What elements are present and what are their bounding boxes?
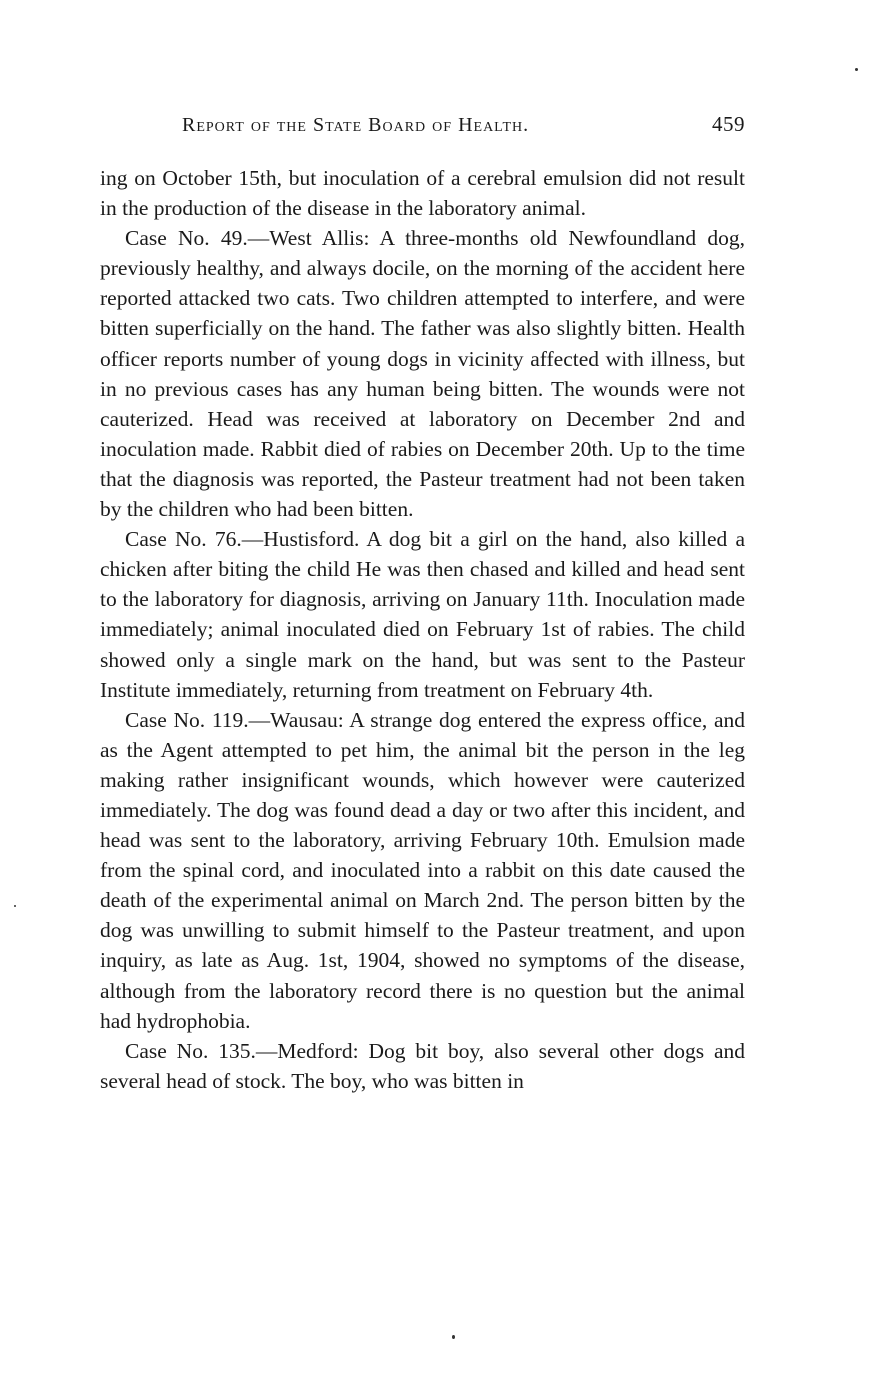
paragraph-case-119: Case No. 119.—Wausau: A strange dog entered the express office, and as the Agent attempted to pet him, the animal bit the person in the leg making rather insignificant wounds, which however were cauterized immediately. The dog was found dead a day or two after this incident, and head was sent to the laboratory, arriving February 10th. Emulsion made from the spinal cord, and inoculated into a rabbit on this date caused the death of the experimental animal on March 2nd. The person bitten by the dog was unwilling to submit himself to the Pasteur treatment, and upon inquiry, as late as Aug. 1st, 1904, showed no symptoms of the disease, although from the laboratory record there is no question but the animal had hydrophobia. xyxy=(100,707,745,1033)
running-head xyxy=(100,112,745,142)
running-head-title: Report of the State Board of Health. xyxy=(182,114,530,136)
page-number: 459 xyxy=(712,112,745,136)
paragraph-case-76: Case No. 76.—Hustisford. A dog bit a girl on the hand, also killed a chicken after biting the child He was then chased and killed and head sent to the laboratory for diagnosis, arriving on January 11th. Inoculation made immediately; animal inoculated died on February 1st of rabies. The child showed only a single mark on the hand, but was sent to the Pasteur Institute immediately, returning from treatment on February 4th. xyxy=(100,527,745,702)
paragraph-continuation: ing on October 15th, but inoculation of a cerebral emulsion did not result in the production of the disease in the laboratory animal. xyxy=(100,166,745,221)
scan-speck xyxy=(452,1335,455,1339)
body-text xyxy=(100,163,745,1096)
scan-speck xyxy=(14,905,16,907)
paragraph-case-135: Case No. 135.—Medford: Dog bit boy, also several other dogs and several head of stock. The boy, who was bitten in xyxy=(100,1038,745,1093)
paragraph-case-49: Case No. 49.—West Allis: A three-months old Newfoundland dog, previously healthy, and always docile, on the morning of the accident here reported attacked two cats. Two children attempted to interfere, and were bitten superficially on the hand. The father was also slightly bitten. Health officer reports number of young dogs in vicinity affected with illness, but in no previous cases has any human being bitten. The wounds were not cauterized. Head was received at laboratory on December 2nd and inoculation made. Rabbit died of rabies on December 20th. Up to the time that the diagnosis was reported, the Pasteur treatment had not been taken by the children who had been bitten. xyxy=(100,226,745,522)
scan-speck xyxy=(855,68,858,71)
